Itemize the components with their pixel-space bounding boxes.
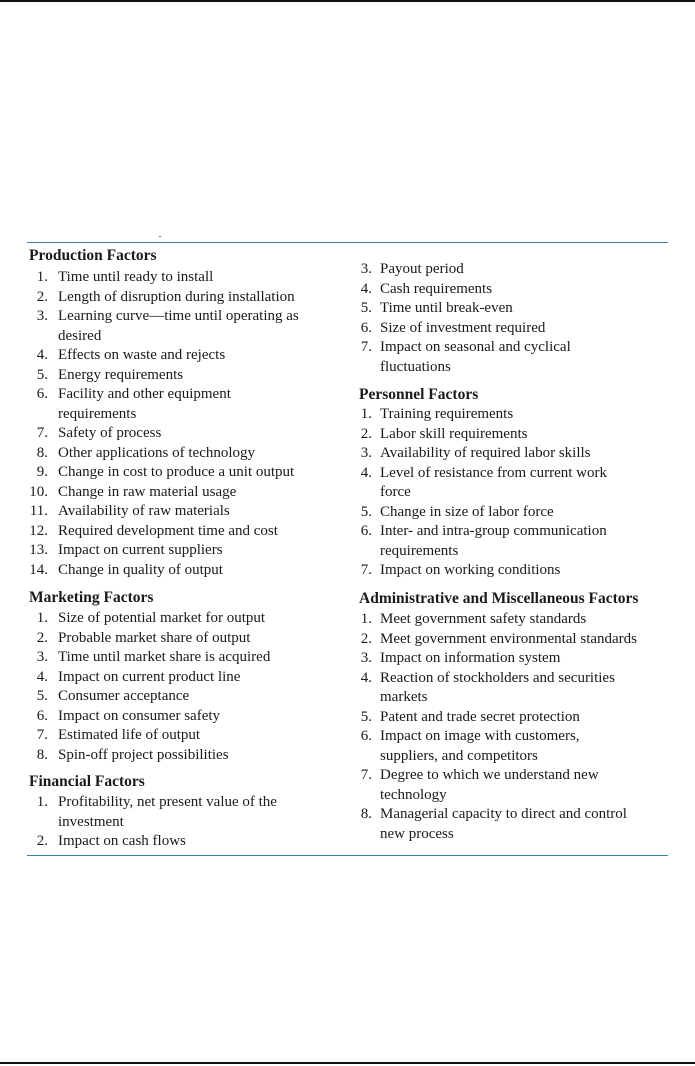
item-text-continued: suppliers, and competitors	[380, 747, 538, 764]
item-number: 4.	[360, 464, 372, 481]
table-top-rule	[27, 242, 668, 243]
item-number: 3.	[360, 445, 372, 461]
item-number: 2.	[36, 288, 48, 305]
item-text: Estimated life of output	[58, 727, 201, 743]
item-number: 3.	[360, 650, 372, 666]
item-number: 2.	[360, 425, 372, 442]
section-title: Marketing Factors	[29, 589, 154, 606]
item-text: Impact on seasonal and cyclical	[380, 339, 571, 355]
item-number: 5.	[360, 708, 372, 725]
item-text: Cash requirements	[380, 280, 493, 297]
item-number: 8.	[36, 444, 48, 461]
item-text: Availability of required labor skills	[380, 445, 591, 461]
item-text-continued: requirements	[58, 405, 137, 422]
item-text: Inter- and intra-group communication	[380, 523, 607, 539]
page-bottom-rule	[0, 1062, 695, 1064]
item-text: Degree to which we understand new	[380, 767, 599, 783]
item-number: 7.	[36, 425, 48, 441]
item-text: Reaction of stockholders and securities	[380, 669, 615, 686]
item-text: Impact on current product line	[58, 668, 241, 685]
item-text: Change in raw material usage	[58, 483, 237, 500]
item-number: 3.	[360, 261, 372, 277]
item-number: 7.	[36, 727, 48, 743]
item-text: Length of disruption during installation	[58, 288, 295, 305]
item-number: 4.	[36, 668, 48, 685]
item-number: 4.	[360, 280, 372, 297]
item-text: Time until ready to install	[58, 269, 214, 285]
item-number: 5.	[36, 688, 48, 704]
item-text-continued: investment	[58, 813, 124, 830]
item-text-continued: new process	[380, 825, 454, 842]
item-text: Other applications of technology	[58, 444, 256, 461]
item-number: 8.	[360, 806, 372, 822]
item-text: Facility and other equipment	[58, 386, 231, 402]
item-text: Impact on current suppliers	[58, 542, 223, 558]
item-text: Consumer acceptance	[58, 688, 190, 704]
table-bottom-rule	[27, 855, 668, 856]
item-text: Impact on information system	[380, 650, 561, 666]
item-text: Impact on working conditions	[380, 562, 561, 578]
item-text: Meet government safety standards	[380, 611, 587, 627]
item-number: 7.	[360, 339, 372, 355]
page-top-rule	[0, 0, 695, 2]
item-number: 9.	[36, 464, 48, 480]
section-title: Financial Factors	[29, 773, 145, 790]
item-text: Patent and trade secret protection	[380, 708, 580, 725]
item-text: Labor skill requirements	[380, 425, 528, 442]
item-text: Time until break-even	[380, 300, 513, 316]
item-text: Level of resistance from current work	[380, 464, 607, 481]
item-text: Profitability, net present value of the	[58, 794, 277, 810]
item-text: Spin-off project possibilities	[58, 746, 229, 763]
item-number: 4.	[360, 669, 372, 686]
item-number: 13.	[29, 542, 48, 558]
item-number: 1.	[36, 610, 48, 626]
item-text-continued: force	[380, 484, 411, 500]
item-number: 6.	[360, 728, 372, 744]
item-number: 5.	[360, 300, 372, 316]
item-text-continued: requirements	[380, 542, 459, 559]
item-text: Training requirements	[380, 406, 514, 422]
item-text: Availability of raw materials	[58, 503, 230, 519]
item-number: 2.	[36, 629, 48, 646]
item-text: Meet government environmental standards	[380, 630, 638, 647]
item-number: 5.	[36, 366, 48, 383]
item-text-continued: markets	[380, 689, 428, 705]
item-number: 8.	[36, 746, 48, 763]
item-number: 7.	[360, 767, 372, 783]
item-number: 5.	[360, 503, 372, 520]
item-text: Change in size of labor force	[380, 503, 554, 520]
item-text-continued: technology	[380, 786, 447, 803]
item-number: 6.	[36, 386, 48, 402]
item-text: Change in quality of output	[58, 561, 223, 578]
item-text: Size of potential market for output	[58, 610, 266, 626]
item-number: 2.	[360, 630, 372, 647]
item-text: Time until market share is acquired	[58, 649, 271, 665]
item-number: 7.	[360, 562, 372, 578]
item-text: Required development time and cost	[58, 522, 278, 539]
item-text: Payout period	[380, 261, 464, 277]
item-text: Size of investment required	[380, 319, 546, 336]
item-text: Impact on consumer safety	[58, 707, 221, 724]
item-number: 1.	[360, 406, 372, 422]
item-number: 14.	[29, 561, 48, 578]
section-title: Administrative and Miscellaneous Factors	[359, 590, 639, 607]
item-text-continued: fluctuations	[380, 358, 451, 375]
item-text: Managerial capacity to direct and control	[380, 806, 627, 822]
item-text: Learning curve—time until operating as	[58, 308, 299, 324]
item-number: 11.	[29, 503, 48, 519]
item-number: 12.	[29, 522, 48, 539]
item-number: 3.	[36, 308, 48, 324]
item-text: Energy requirements	[58, 366, 184, 383]
item-number: 1.	[36, 794, 48, 810]
item-number: 2.	[36, 833, 48, 849]
item-text: Safety of process	[58, 425, 162, 441]
item-number: 1.	[36, 269, 48, 285]
item-text-continued: desired	[58, 327, 102, 344]
item-number: 1.	[360, 611, 372, 627]
item-number: 4.	[36, 347, 48, 363]
item-text: Impact on cash flows	[58, 833, 186, 849]
section-title: Production Factors	[29, 247, 157, 264]
item-text: Probable market share of output	[58, 629, 251, 646]
item-text: Change in cost to produce a unit output	[58, 464, 295, 480]
section-title: Personnel Factors	[359, 386, 479, 403]
scan-speck	[159, 236, 161, 237]
item-number: 6.	[36, 707, 48, 724]
item-number: 3.	[36, 649, 48, 665]
item-number: 6.	[360, 523, 372, 539]
item-text: Impact on image with customers,	[380, 728, 580, 744]
item-number: 6.	[360, 319, 372, 336]
item-number: 10.	[29, 483, 48, 500]
item-text: Effects on waste and rejects	[58, 347, 226, 363]
